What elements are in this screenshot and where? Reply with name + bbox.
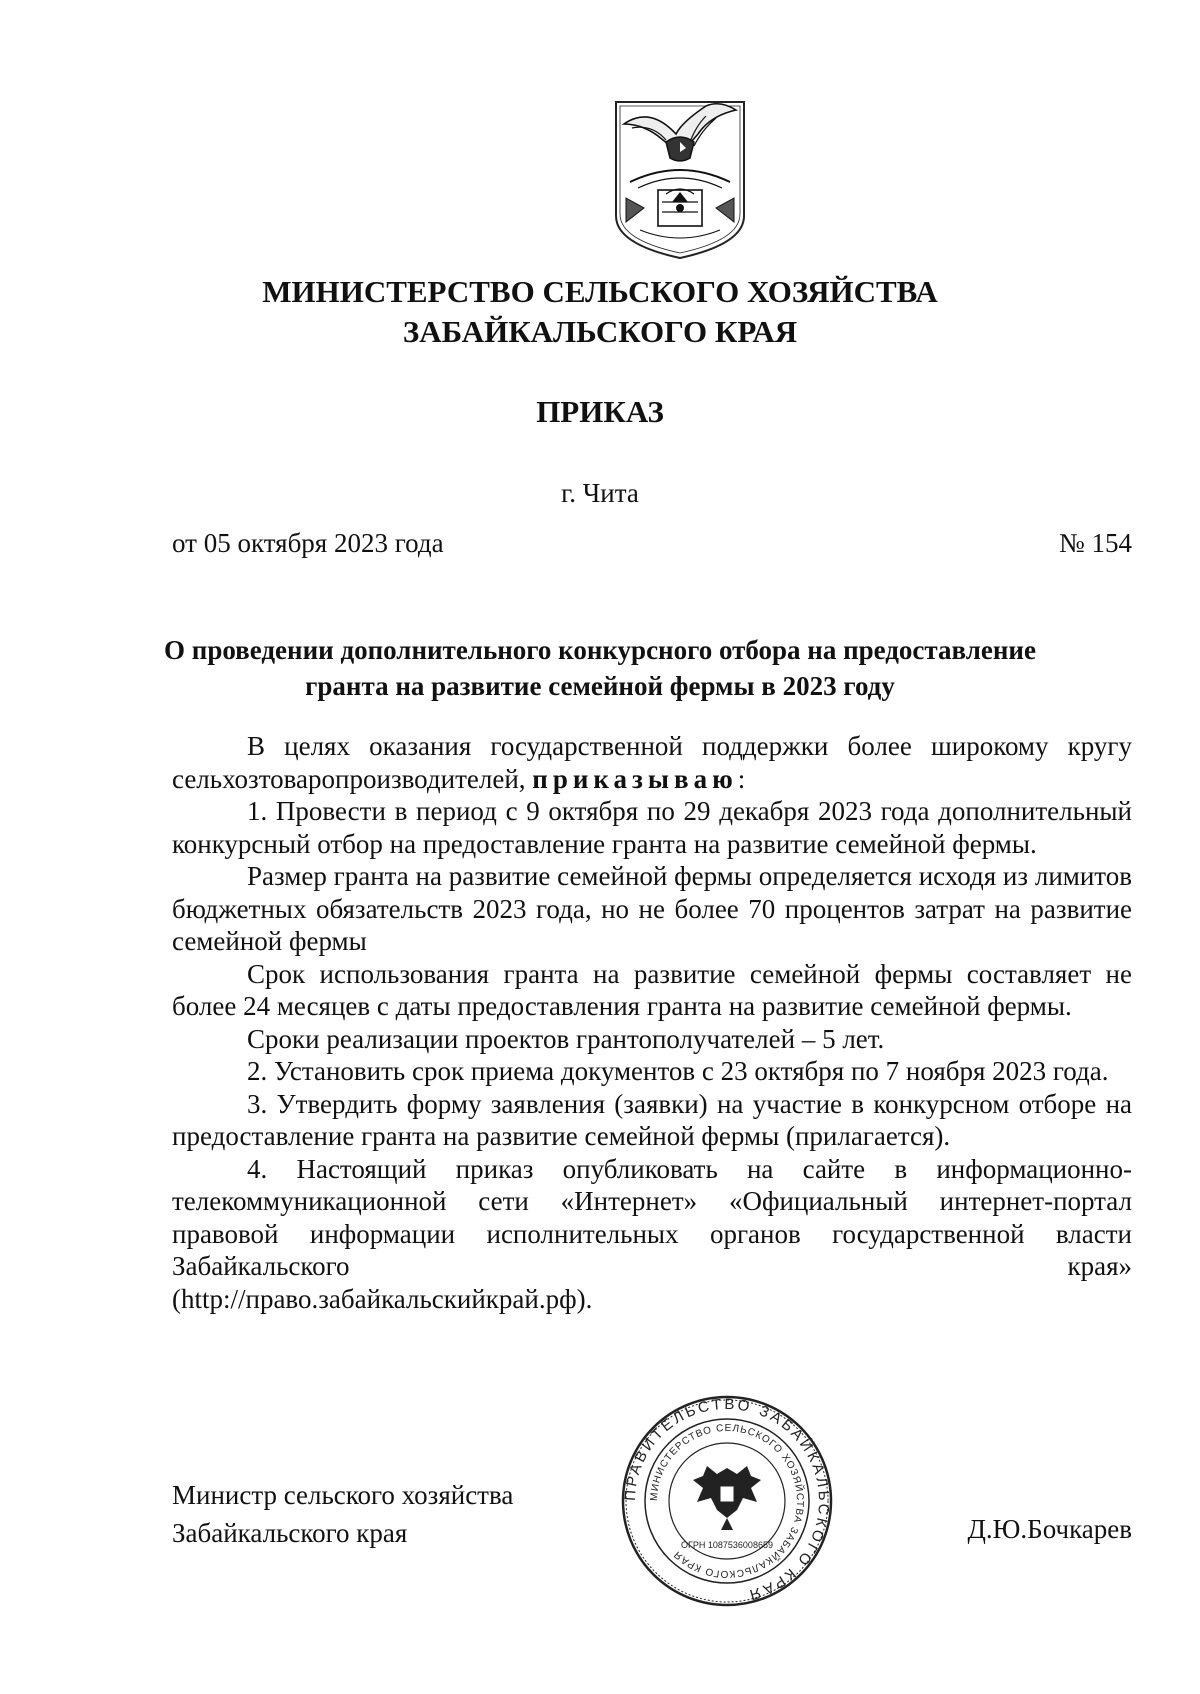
signatory-position-line1: Министр сельского хозяйства <box>172 1480 514 1510</box>
seal-ogrn: ОГРН 1087536008659 <box>681 1540 773 1550</box>
seal-inner-text: МИНИСТЕРСТВО СЕЛЬСКОГО ХОЗЯЙСТВА ЗАБАЙКАЛЬСКОГО КРАЯ <box>648 1422 806 1580</box>
item-3: 3. Утвердить форму заявления (заявки) на участие в конкурсном отборе на предоставление гранта на развитие семейной фермы (прилагается). <box>172 1088 1132 1151</box>
document-date: от 05 октября 2023 года <box>172 528 444 558</box>
document-body <box>172 730 1132 1315</box>
signatory-name: Д.Ю.Бочкарев <box>967 1514 1132 1544</box>
subject-line1: О проведении дополнительного конкурсного отбора на предоставление <box>164 635 1036 665</box>
order-word: приказываю <box>532 763 738 794</box>
grant-term-paragraph: Срок использования гранта на развитие семейной фермы составляет не более 24 месяцев с даты предоставления гранта на развитие семейной фермы. <box>172 958 1132 1021</box>
seal-outer-text: ПРАВИТЕЛЬСТВО ЗАБАЙКАЛЬСКОГО КРАЯ <box>621 1395 833 1604</box>
coat-of-arms-icon <box>610 98 750 260</box>
grant-size-paragraph: Размер гранта на развитие семейной фермы определяется исходя из лимитов бюджетных обязательств 2023 года, но не более 70 процентов затрат на развитие семейной фермы <box>172 861 1132 956</box>
document-number: № 154 <box>1058 528 1132 558</box>
ministry-title-line2: ЗАБАЙКАЛЬСКОГО КРАЯ <box>402 314 798 349</box>
ministry-title <box>0 272 1200 352</box>
document-subject <box>0 632 1200 704</box>
item-2: 2. Установить срок приема документов с 23 октября по 7 ноября 2023 года. <box>247 1056 1109 1086</box>
intro-paragraph <box>172 730 1132 795</box>
double-headed-eagle-icon <box>693 1466 761 1530</box>
signatory-position <box>172 1476 513 1552</box>
signatory-position-line2: Забайкальского края <box>172 1518 408 1548</box>
intro-text: В целях оказания государственной поддержки более широкому кругу сельхозтоваропроизводителей, <box>172 731 1132 794</box>
project-term-paragraph: Сроки реализации проектов грантополучателей – 5 лет. <box>247 1023 885 1054</box>
item-4-url: (http://право.забайкальскийкрай.рф). <box>172 1283 593 1314</box>
subject-line2: гранта на развитие семейной фермы в 2023 году <box>305 671 895 701</box>
city: г. Чита <box>561 478 639 508</box>
ministry-title-line1: МИНИСТЕРСТВО СЕЛЬСКОГО ХОЗЯЙСТВА <box>262 274 938 309</box>
document-type: ПРИКАЗ <box>536 394 664 429</box>
item-1: 1. Провести в период с 9 октября по 29 декабря 2023 года дополнительный конкурсный отбор на предоставление гранта на развитие семейной фермы. <box>172 796 1132 859</box>
order-colon: : <box>737 763 746 794</box>
item-4: 4. Настоящий приказ опубликовать на сайте в информационно-телекоммуникационной сети «Интернет» «Официальный интернет-портал правовой информации исполнительных органов государственной власти Забайкальского края» <box>172 1153 1132 1281</box>
official-seal-icon <box>617 1388 837 1614</box>
date-number-row <box>172 528 1132 559</box>
